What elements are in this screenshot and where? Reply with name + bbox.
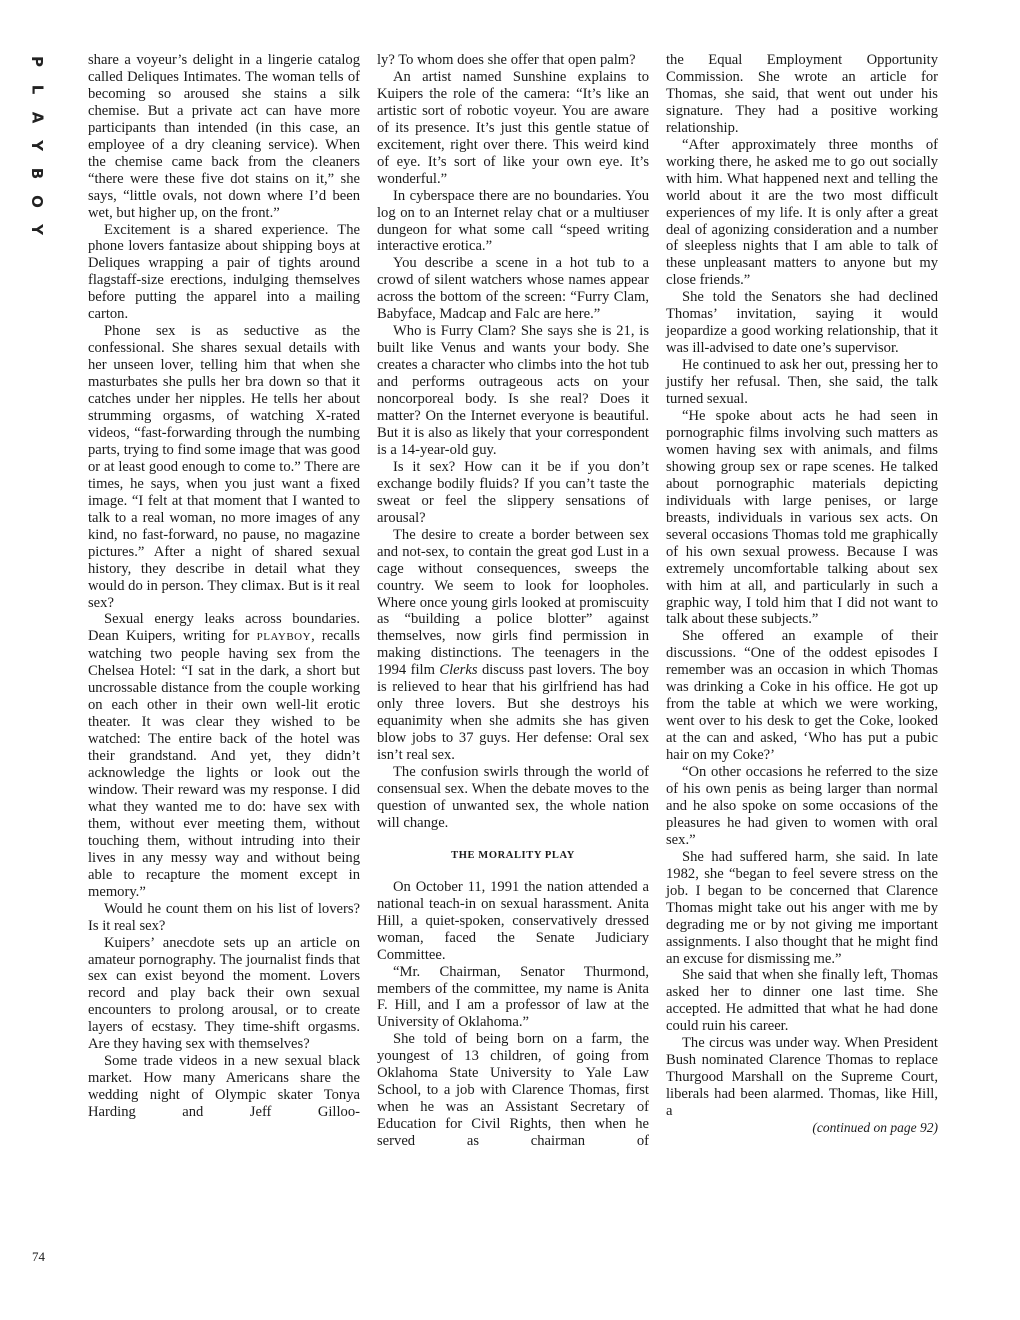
logo-letter: B <box>28 167 46 181</box>
article-column-2 <box>377 52 649 1150</box>
paragraph <box>88 611 360 900</box>
film-title: Clerks <box>439 662 478 679</box>
paragraph: “After approximately three months of working there, he asked me to go out socially with him. What happened next and telling the world about it are the two most difficult experiences of my life. It is only after a great deal of agonizing consideration and a number of sleepless nights that I am able to talk of these unpleasant matters to anyone but my close friends.” <box>666 136 938 289</box>
paragraph: the Equal Employment Opportunity Commission. She wrote an article for Thomas, she said, that went out under his signature. They had a positive working relationship. <box>666 52 938 136</box>
page-number: 74 <box>32 1249 45 1264</box>
text-run: , recalls watching two people having sex from the Chelsea Hotel: “I sat in the dark, a short but uncrossable distance from the couple working on each other in their own well-lit erotic theater. It was clear they wished to be watched: The entire back of the hotel was their grandstand. And yet, they didn’t acknowledge the lights or look out the window. Their reward was my response. I did what they wanted me to do: have sex with them, without ever meeting them, without touching them, without intruding into their lives in any messy way and without being able to recapture the moment except in memory.” <box>88 628 360 900</box>
continued-note: (continued on page 92) <box>812 1120 938 1136</box>
logo-letter: Y <box>28 140 46 152</box>
paragraph: She had suffered harm, she said. In late 1982, she “began to feel severe stress on the job. I began to be concerned that Clarence Thomas might take out his anger with me by degrading me or by not giving me important assignments. I also thought that he might find an excuse for dismissing me.” <box>666 848 938 967</box>
paragraph: You describe a scene in a hot tub to a crowd of silent watchers whose names appear across the bottom of the screen: “Furry Clam, Babyface, Madcap and Falc are here.” <box>377 255 649 323</box>
paragraph: Kuipers’ anecdote sets up an article on amateur pornography. The journalist finds that sex can exist beyond the moment. Lovers record and play back their own sexual encounters to prolong arousal, or to create layers of ecstasy. They time-shift orgasms. Are they having sex with themselves? <box>88 934 360 1053</box>
paragraph: Would he count them on his list of lovers? Is it real sex? <box>88 900 360 934</box>
paragraph: She offered an example of their discussions. “One of the oddest episodes I remember was an occasion in which Thomas was drinking a Coke in his office. He got up from the table at which we were working, went over to his desk to get the Coke, looked at the can and asked, ‘Who has put a pubic hair on my Coke?’ <box>666 628 938 764</box>
paragraph: “Mr. Chairman, Senator Thurmond, members of the committee, my name is Anita F. Hill, and I am a professor of law at the University of Oklahoma.” <box>377 963 649 1031</box>
paragraph: An artist named Sunshine explains to Kuipers the role of the camera: “It’s like an artistic sort of robotic voyeur. You are aware of its presence. It’s just this gentle statue of excitement, right over there. This weird kind of eye. It’s sort of like your own eye. It’s wonderful.” <box>377 68 649 187</box>
paragraph: He continued to ask her out, pressing her to justify her refusal. Then, she said, the talk turned sexual. <box>666 357 938 408</box>
paragraph: She told the Senators she had declined Thomas’ invitation, saying it would jeopardize a good working relationship, that it was ill-advised to date one’s supervisor. <box>666 289 938 357</box>
section-heading: THE MORALITY PLAY <box>451 849 575 861</box>
paragraph <box>377 527 649 764</box>
text-run: Sexual energy leaks across boundaries. Dean Kuipers, writing for <box>88 611 360 645</box>
text-run: discuss past lovers. The boy is relieved to hear that his girlfriend has had only three lovers. But she destroys his equanimity when she admits she has given blow jobs to 37 guys. Her defense: Oral sex isn’t real sex. <box>377 662 649 764</box>
logo-letter: L <box>28 84 46 96</box>
paragraph: ly? To whom does she offer that open palm? <box>377 52 636 68</box>
paragraph: Excitement is a shared experience. The phone lovers fantasize about shipping boys at Deliques wrapping a pair of tights around flagstaff-size erections, indulging themselves before putting the apparel into a mailing carton. <box>88 221 360 323</box>
paragraph: In cyberspace there are no boundaries. You log on to an Internet relay chat or a multiuser dungeon for what some call “speed writing interactive erotica.” <box>377 187 649 255</box>
paragraph: “On other occasions he referred to the size of his own penis as being larger than normal and he also spoke on some occasions of the pleasures he had given to women with oral sex.” <box>666 764 938 848</box>
magazine-name-smallcaps: PLAYBOY <box>256 631 312 644</box>
article-column-3 <box>666 52 938 1137</box>
paragraph: She told of being born on a farm, the youngest of 13 children, of going from Oklahoma State University to Yale Law School, to a job with Clarence Thomas, first when he was an Assistant Secretary of Education for Civil Rights, then when he served as chairman of <box>377 1031 649 1150</box>
paragraph: The confusion swirls through the world of consensual sex. When the debate moves to the question of unwanted sex, the whole nation will change. <box>377 764 649 831</box>
paragraph: On October 11, 1991 the nation attended a national teach-in on sexual harassment. Anita Hill, a quiet-spoken, conservatively dressed woman, faced the Senate Judiciary Committee. <box>377 878 649 963</box>
paragraph: Is it sex? How can it be if you don’t exchange bodily fluids? If you can’t taste the sweat or feel the slippery sensations of arousal? <box>377 458 649 526</box>
paragraph: The circus was under way. When President Bush nominated Clarence Thomas to replace Thurgood Marshall on the Supreme Court, liberals had been alarmed. Thomas, like Hill, a <box>666 1035 938 1120</box>
paragraph: Who is Furry Clam? She says she is 21, is built like Venus and wants your body. She creates a character who climbs into the hot tub and performs outrageous acts on your noncorporeal body. Is she real? Does it matter? On the Internet everyone is beautiful. But it is also as likely that your correspondent is a 14-year-old guy. <box>377 323 649 458</box>
paragraph: share a voyeur’s delight in a lingerie catalog called Deliques Intimates. The woman tells of becoming so aroused she stains a silk chemise. But a private act can have more participants than intended (in this case, an employee of a dry cleaning service). When the chemise came back from the cleaners “there were these five dot stains on it,” she says, “little ovals, not down where I’d been wet, but higher up, on the front.” <box>88 52 360 221</box>
logo-letter: A <box>27 111 46 125</box>
article-column-1 <box>88 52 360 1121</box>
paragraph: “He spoke about acts he had seen in pornographic films involving such matters as women having sex with animals, and films showing group sex or rape scenes. He talked about pornographic materials depicting individuals with large penises, or large breasts, individuals in various sex acts. On several occasions Thomas told me graphically of his own sexual prowess. Because I was extremely uncomfortable talking about sex with him at all, and particularly in such a graphic way, I told him that I did not want to talk about these subjects.” <box>666 408 938 628</box>
logo-letter: Y <box>28 224 46 236</box>
paragraph: Some trade videos in a new sexual black market. How many Americans share the wedding night of Olympic skater Tonya Harding and Jeff Gilloo- <box>88 1053 360 1121</box>
paragraph: Phone sex is as seductive as the confessional. She shares sexual details with her unseen lover, telling him that when she masturbates she pulls her bra down so that it catches under her nipples. He tells her about strumming orgasms, of watching X-rated videos, “fast-forwarding through the numbing parts, trying to find some image that was good or at least good enough to come to.” There are times, he says, when you just want a fixed image. “I felt at that moment that I wanted to talk to a real woman, no more images of any kind, no fast-forward, no pause, no magazine pictures.” After a night of shared sexual history, they describe in detail what they would do in person. They climax. But is it real sex? <box>88 323 360 611</box>
logo-letter: P <box>28 56 46 68</box>
magazine-name-vertical <box>22 48 52 244</box>
logo-letter: O <box>27 195 46 209</box>
paragraph: She said that when she finally left, Thomas asked her to dinner one last time. She accepted. He admitted that what he had done could ruin his career. <box>666 967 938 1035</box>
text-run: The desire to create a border between sex and not-sex, to contain the great god Lust in a cage without consequences, sweeps the country. We seem to look for loopholes. Where once young girls looked at promiscuity as “building a police blotter” against themselves, now girls find permission in making distinctions. The teenagers in the 1994 film <box>377 526 649 679</box>
